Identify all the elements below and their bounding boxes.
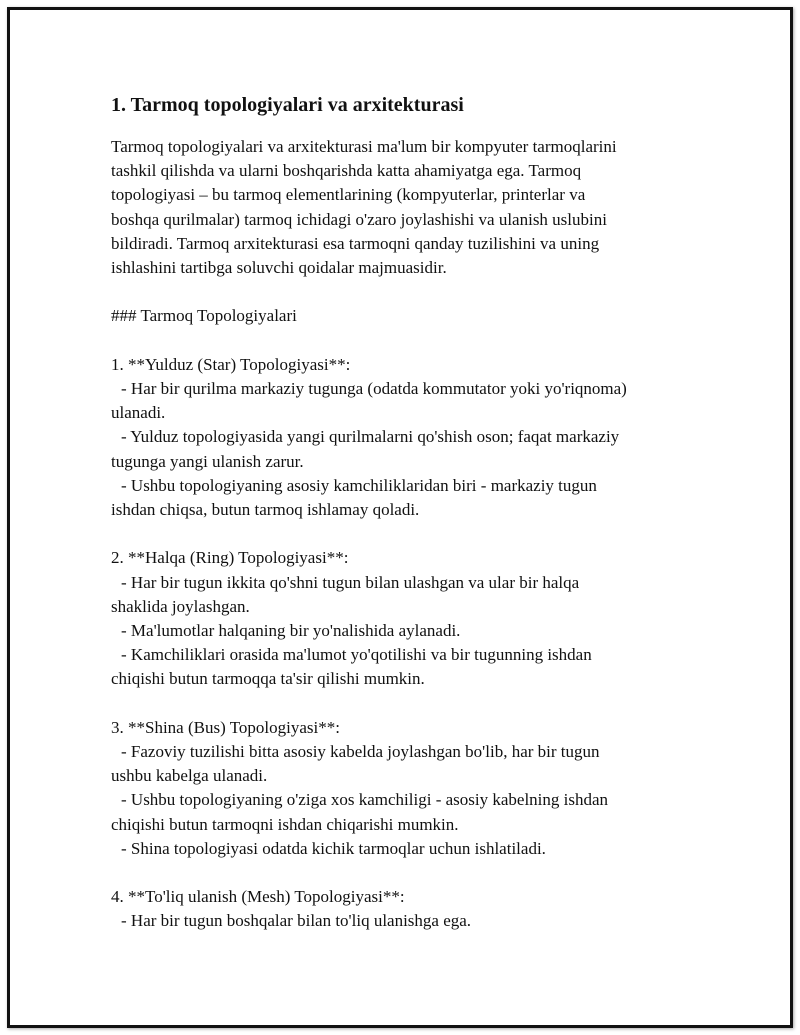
document-heading: 1. Tarmoq topologiyalari va arxitekturasi: [111, 94, 464, 116]
topology-line: ishdan chiqsa, butun tarmoq ishlamay qoladi.: [111, 500, 420, 520]
blank-line: [111, 522, 701, 546]
topology-line: shaklida joylashgan.: [111, 596, 250, 616]
topology-item-star: [111, 353, 701, 522]
topology-item-mesh: [111, 885, 701, 933]
topology-line: - Fazoviy tuzilishi bitta asosiy kabelda joylashgan bo'lib, har bir tugun: [121, 742, 600, 762]
topology-line: - Yulduz topologiyasida yangi qurilmalarni qo'shish oson; faqat markaziy: [121, 427, 620, 447]
topology-line: chiqishi butun tarmoqqa ta'sir qilishi mumkin.: [111, 669, 425, 689]
intro-line: Tarmoq topologiyalari va arxitekturasi ma'lum bir kompyuter tarmoqlarini: [111, 137, 617, 156]
intro-line: tashkil qilishda va ularni boshqarishda katta ahamiyatga ega. Tarmoq: [111, 161, 582, 181]
section-heading: ### Tarmoq Topologiyalari: [111, 306, 297, 326]
topology-line: - Kamchiliklari orasida ma'lumot yo'qotilishi va bir tugunning ishdan: [121, 645, 592, 665]
intro-line: ishlashini tartibga soluvchi qoidalar majmuasidir.: [111, 258, 447, 278]
topology-line: ushbu kabelga ulanadi.: [111, 766, 268, 786]
blank-line: [111, 692, 701, 716]
topology-title: 4. **To'liq ulanish (Mesh) Topologiyasi**:: [111, 887, 405, 907]
blank-line: [111, 329, 701, 353]
intro-line: boshqa qurilmalar) tarmoq ichidagi o'zaro joylashishi va ulanish uslubini: [111, 209, 607, 229]
intro-line: bildiradi. Tarmoq arxitekturasi esa tarmoqni qanday tuzilishini va uning: [111, 233, 600, 253]
document-body: [111, 92, 701, 934]
topology-line: - Shina topologiyasi odatda kichik tarmoqlar uchun ishlatiladi.: [121, 838, 546, 858]
topology-line: - Ma'lumotlar halqaning bir yo'nalishida aylanadi.: [121, 621, 461, 641]
topology-title: 3. **Shina (Bus) Topologiyasi**:: [111, 717, 340, 737]
topology-line: - Ushbu topologiyaning asosiy kamchiliklaridan biri - markaziy tugun: [121, 475, 597, 495]
topology-item-ring: [111, 546, 701, 691]
topology-line: tugunga yangi ulanish zarur.: [111, 451, 304, 471]
topology-line: - Ushbu topologiyaning o'ziga xos kamchiligi - asosiy kabelning ishdan: [121, 790, 609, 810]
topology-line: - Har bir tugun ikkita qo'shni tugun bilan ulashgan va ular bir halqa: [121, 572, 580, 592]
topology-line: ulanadi.: [111, 403, 166, 423]
intro-line: topologiyasi – bu tarmoq elementlarining (kompyuterlar, printerlar va: [111, 185, 586, 205]
topology-line: - Har bir tugun boshqalar bilan to'liq ulanishga ega.: [121, 911, 472, 931]
intro-paragraph: [111, 135, 701, 280]
topology-item-bus: [111, 716, 701, 861]
topology-title: 2. **Halqa (Ring) Topologiyasi**:: [111, 548, 349, 568]
blank-line: [111, 861, 701, 885]
topology-title: 1. **Yulduz (Star) Topologiyasi**:: [111, 354, 351, 374]
blank-line: [111, 280, 701, 304]
topology-line: - Har bir qurilma markaziy tugunga (odatda kommutator yoki yo'riqnoma): [121, 379, 627, 398]
topology-line: chiqishi butun tarmoqni ishdan chiqarishi mumkin.: [111, 814, 459, 834]
